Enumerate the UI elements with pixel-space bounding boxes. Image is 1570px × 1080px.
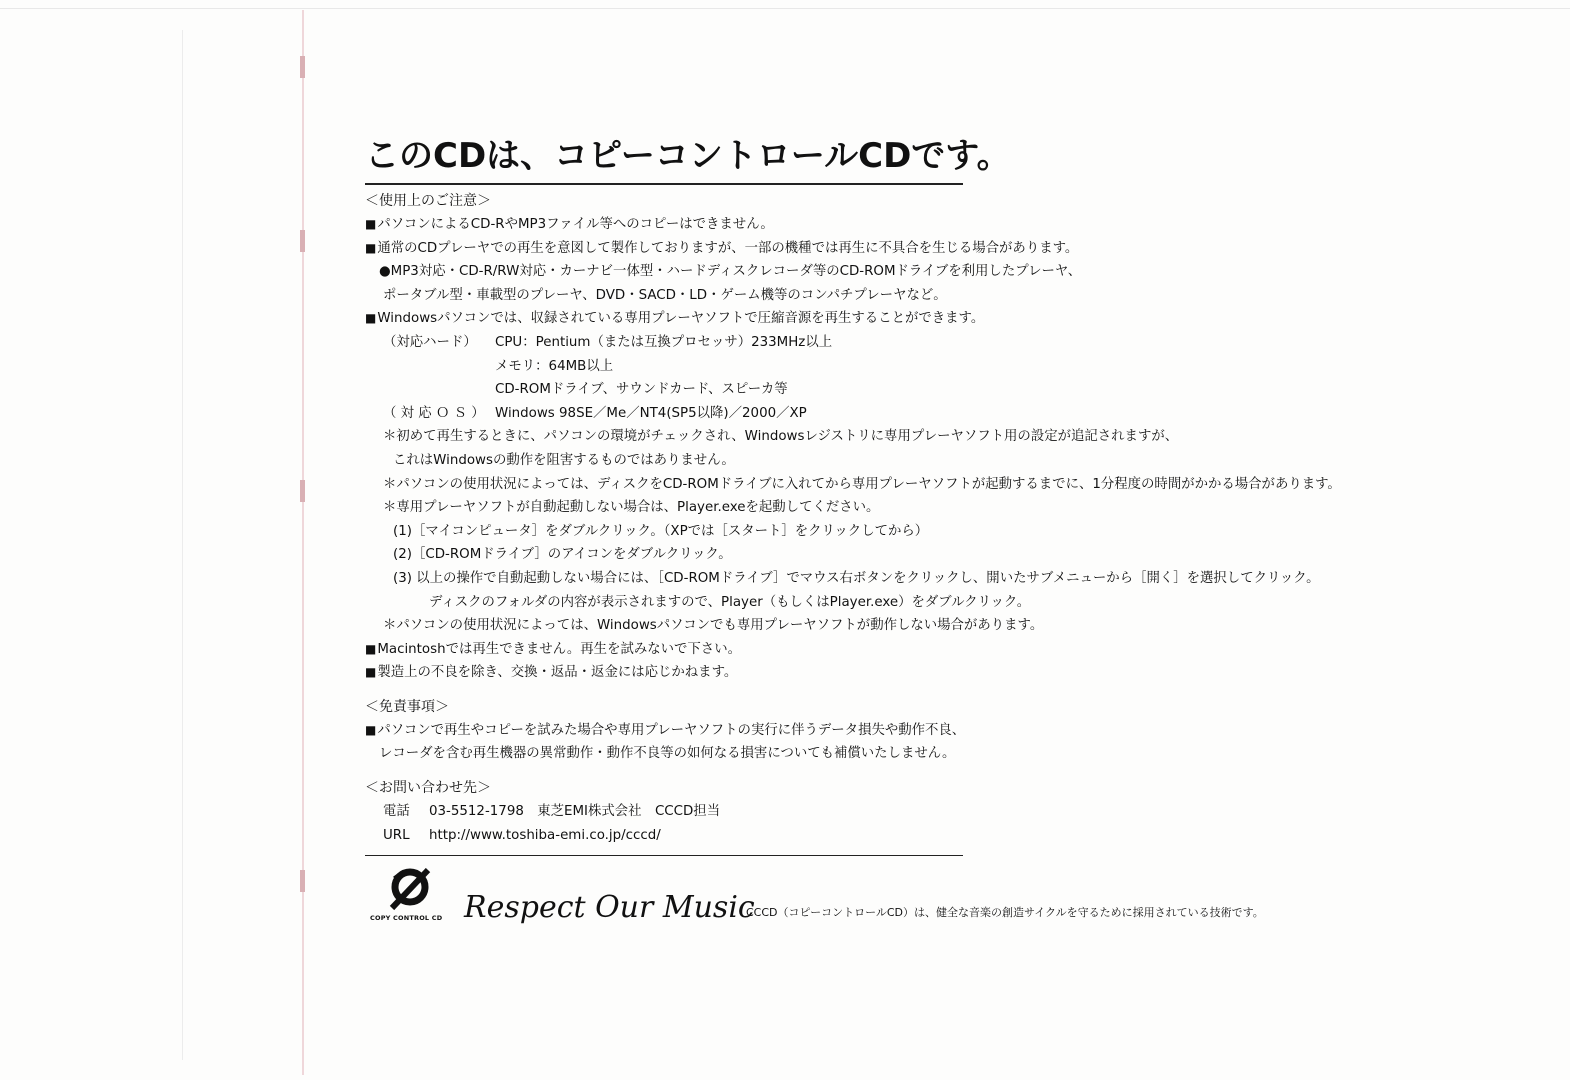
step-3b: ディスクのフォルダの内容が表示されますので、Player（もしくはPlayer.exe）をダブルクリック。 xyxy=(429,594,1031,610)
usage-line-6: ■ Macintoshでは再生できません。再生を試みないで下さい。 xyxy=(365,638,1465,662)
hardware-row xyxy=(365,331,1465,355)
step-2: (2)［CD-ROMドライブ］のアイコンをダブルクリック。 xyxy=(393,547,732,563)
os-label: （ 対 応 Ｏ Ｓ ） xyxy=(383,405,485,421)
logo-text: COPY CONTROL CD xyxy=(370,914,443,922)
fold-mark xyxy=(300,230,305,252)
hardware-cpu: CPU：Pentium（または互換プロセッサ）233MHz以上 xyxy=(495,334,833,350)
tagline: Respect Our Music xyxy=(464,890,755,925)
usage-heading: ＜使用上のご注意＞ xyxy=(365,193,491,209)
usage-line-4: ポータブル型・車載型のプレーヤ、DVD・SACD・LD・ゲーム機等のコンパチプレーヤなど。 xyxy=(383,287,947,303)
usage-line-2: ■ 通常のCDプレーヤでの再生を意図して製作しておりますが、一部の機種では再生に不具合を生じる場合があります。 xyxy=(365,237,1465,261)
footer-divider xyxy=(365,855,963,856)
phone-value: 03-5512-1798 東芝EMI株式会社 CCCD担当 xyxy=(429,804,721,820)
usage-line-7: ■ 製造上の不良を除き、交換・返品・返金には応じかねます。 xyxy=(365,661,1465,685)
usage-line-3: ●MP3対応・CD-R/RW対応・カーナビ一体型・ハードディスクレコーダ等のCD-ROMドライブを利用したプレーヤ、 xyxy=(379,264,1082,280)
contact-section xyxy=(365,776,1465,847)
fold-mark xyxy=(300,480,305,502)
fold-line-right xyxy=(302,10,304,1075)
disclaimer-line-2: レコーダを含む再生機器の異常動作・動作不良等の如何なる損害についても補償いたしません。 xyxy=(379,746,956,762)
hardware-memory: メモリ：64MB以上 xyxy=(495,358,614,374)
page-title: このCDは、コピーコントロールCDです。 xyxy=(365,136,1011,176)
fold-line-left xyxy=(182,30,183,1060)
title-divider xyxy=(365,183,963,185)
phone-label: 電話 xyxy=(383,804,410,820)
notice-sheet xyxy=(365,128,1465,856)
usage-line-5: ■ Windowsパソコンでは、収録されている専用プレーヤソフトで圧縮音源を再生することができます。 xyxy=(365,307,1465,331)
hardware-label: （対応ハード） xyxy=(383,334,477,350)
note-1b: これはWindowsの動作を阻害するものではありません。 xyxy=(393,452,735,468)
usage-section xyxy=(365,189,1465,685)
hardware-row xyxy=(365,378,1465,402)
fold-mark xyxy=(300,56,305,78)
hardware-row xyxy=(365,355,1465,379)
disclaimer-line-1: ■ パソコンで再生やコピーを試みた場合や専用プレーヤソフトの実行に伴うデータ損失や動作不良、 xyxy=(365,719,1465,743)
os-row xyxy=(365,402,1465,426)
hardware-drive: CD-ROMドライブ、サウンドカード、スピーカ等 xyxy=(495,382,788,398)
contact-phone-row xyxy=(365,800,1465,824)
note-3: ＊専用プレーヤソフトが自動起動しない場合は、Player.exeを起動してください。 xyxy=(383,500,880,516)
copy-control-cd-logo-icon xyxy=(370,868,443,926)
footer-note: CCCD（コピーコントロールCD）は、健全な音楽の創造サイクルを守るために採用されている技術です。 xyxy=(746,906,1264,919)
usage-line-1: ■ パソコンによるCD-RやMP3ファイル等へのコピーはできません。 xyxy=(365,213,1465,237)
fold-mark xyxy=(300,870,305,892)
url-value: http://www.toshiba-emi.co.jp/cccd/ xyxy=(429,827,661,843)
disclaimer-heading: ＜免責事項＞ xyxy=(365,698,449,715)
step-3a: (3) 以上の操作で自動起動しない場合には、［CD-ROMドライブ］でマウス右ボタンをクリックし、開いたサブメニューから［開く］を選択してクリック。 xyxy=(393,570,1320,586)
contact-heading: ＜お問い合わせ先＞ xyxy=(365,780,491,797)
contact-url-row xyxy=(365,824,1465,848)
note-1a: ＊初めて再生するときに、パソコンの環境がチェックされ、Windowsレジストリに専用プレーヤソフト用の設定が追記されますが、 xyxy=(383,429,1179,445)
scan-edge-top xyxy=(0,8,1570,9)
step-1: (1)［マイコンピュータ］をダブルクリック。（XPでは［スタート］をクリックしてから） xyxy=(393,523,929,539)
footer xyxy=(370,868,1450,938)
os-value: Windows 98SE／Me／NT4(SP5以降)／2000／XP xyxy=(495,405,807,421)
url-label: URL xyxy=(383,827,410,843)
note-2: ＊パソコンの使用状況によっては、ディスクをCD-ROMドライブに入れてから専用プレーヤソフトが起動するまでに、1分程度の時間がかかる場合があります。 xyxy=(383,476,1341,492)
note-4: ＊パソコンの使用状況によっては、Windowsパソコンでも専用プレーヤソフトが動作しない場合があります。 xyxy=(383,618,1044,634)
disclaimer-section xyxy=(365,695,1465,766)
